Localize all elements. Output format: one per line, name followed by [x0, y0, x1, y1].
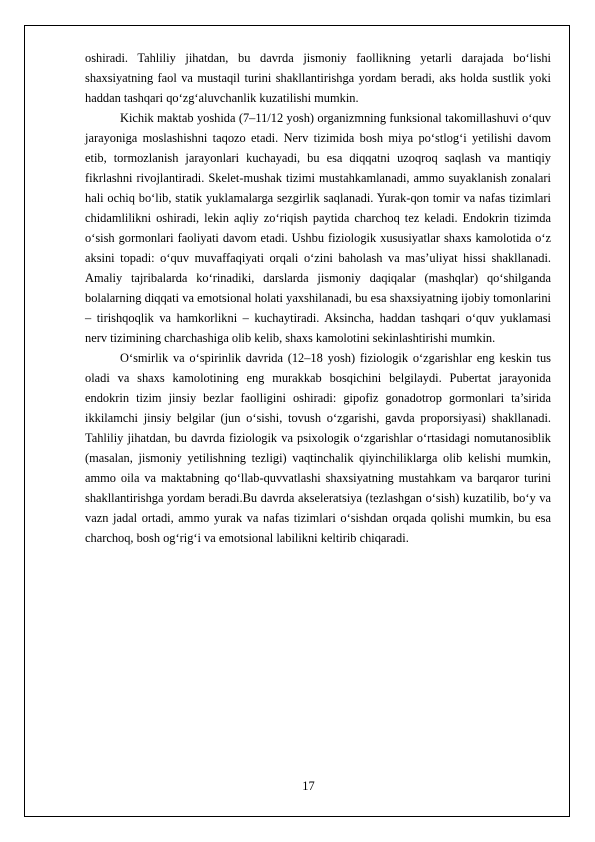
paragraph-primary-school-age: Kichik maktab yoshida (7–11/12 yosh) organizmning funksional takomillashuvi o‘quv jarayoniga moslashishni taqozo etadi. Nerv tizimida bosh miya po‘stlog‘i yetilishi davom etib, tormozlanish jarayonlari kuchayadi, bu esa diqqatni uzoqroq saqlash va mantiqiy fikrlashni rivojlantiradi. Skelet-mushak tizimi mustahkamlanadi, ammo suyaklanish zonalari hali ochiq bo‘lib, statik yuklamalarga sezgirlik saqlanadi. Yurak-qon tomir va nafas tizimlari chidamlilikni oshiradi, lekin aqliy zo‘riqish paytida charchoq tez keladi. Endokrin tizimda o‘sish gormonlari faoliyati davom etadi. Ushbu fiziologik xususiyatlar shaxs kamolotida o‘z aksini topadi: o‘quv muvaffaqiyati orqali o‘zini baholash va mas’uliyat hissi shakllanadi. Amaliy tajribalarda ko‘rinadiki, darslarda jismoniy daqiqalar (mashqlar) qo‘shilganda bolalarning diqqati va emotsional holati yaxshilanadi, bu esa shaxsiyatning ijobiy tomonlarini – tirishqoqlik va hamkorlikni – kuchaytiradi. Aksincha, haddan tashqari o‘quv yuklamasi nerv tizimining charchashiga olib kelib, shaxs kamolotini sekinlashtirishi mumkin. — [85, 111, 551, 345]
paragraph-continuation: oshiradi. Tahliliy jihatdan, bu davrda jismoniy faollikning yetarli darajada bo‘lishi shaxsiyatning faol va mustaqil turini shakllantirishga yordam beradi, aks holda sustlik yoki haddan tashqari qo‘zg‘aluvchanlik kuzatilishi mumkin. — [85, 51, 551, 105]
document-body — [85, 48, 551, 548]
page-number: 17 — [302, 779, 315, 793]
paragraph-adolescence: O‘smirlik va o‘spirinlik davrida (12–18 yosh) fiziologik o‘zgarishlar eng keskin tus oladi va shaxs kamolotining eng murakkab bosqichini belgilaydi. Pubertat jarayonida endokrin tizim jinsiy bezlar faolligini oshiradi: gipofiz gonadotrop gormonlari ta’sirida ikkilamchi jinsiy belgilar (jun o‘sishi, tovush o‘zgarishi, gavda proporsiyasi) shakllanadi. Tahliliy jihatdan, bu davrda fiziologik va psixologik o‘zgarishlar o‘rtasidagi nomutanosiblik (masalan, jismoniy yetilishning tezligi) vaqtinchalik qiyinchiliklarga olib kelishi mumkin, ammo oila va maktabning qo‘llab-quvvatlashi shaxsiyatning mustahkam va barqaror turini shakllantirishga yordam beradi.Bu davrda akseleratsiya (tezlashgan o‘sish) kuzatilib, bo‘y va vazn jadal ortadi, ammo yurak va nafas tizimlari o‘sishdan orqada qolishi mumkin, bu esa charchoq, bosh og‘rig‘i va emotsional labilikni keltirib chiqaradi. — [85, 351, 551, 545]
